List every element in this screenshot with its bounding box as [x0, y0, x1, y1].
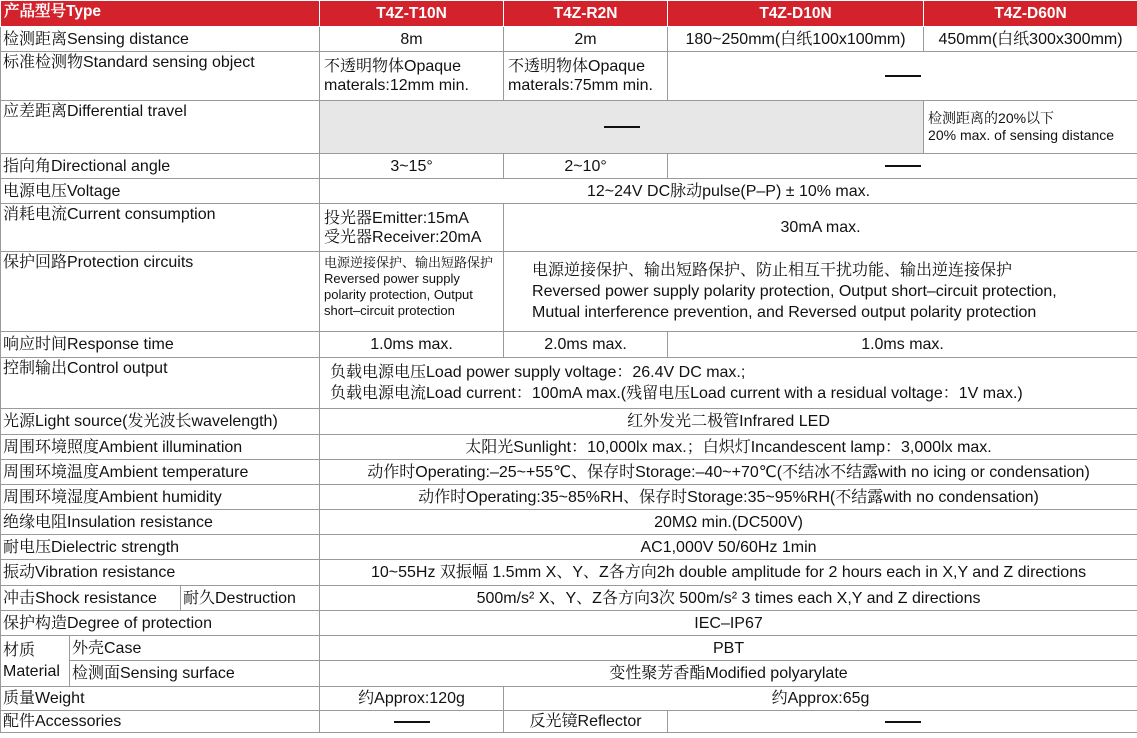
standard-object-r2n — [504, 52, 668, 101]
protection-other-line1: 电源逆接保护、输出短路保护、防止相互干扰功能、输出逆连接保护 — [532, 262, 1013, 279]
directional-angle-diffuse — [668, 154, 1137, 179]
current-t10n-line1: 投光器Emitter:15mA — [324, 209, 469, 227]
differential-travel-d60n — [924, 101, 1137, 154]
ambient-illumination-label: 周围环境照度Ambient illumination — [1, 435, 320, 460]
current-t10n — [320, 204, 504, 252]
response-time-label: 响应时间Response time — [1, 332, 320, 358]
model-t10n-header: T4Z-T10N — [320, 1, 504, 27]
row-accessories — [1, 711, 1137, 733]
accessories-label: 配件Accessories — [1, 711, 320, 733]
differential-travel-label: 应差距离Differential travel — [1, 101, 320, 154]
row-material-case — [1, 636, 1137, 661]
ambient-temperature-value: 动作时Operating:–25~+55℃、保存时Storage:–40~+70℃(不结冰不结露with no icing or condensation) — [320, 460, 1137, 485]
current-other: 30mA max. — [504, 204, 1137, 252]
standard-object-r2n-line2: materals:75mm min. — [508, 77, 653, 94]
vibration-value: 10~55Hz 双振幅 1.5mm X、Y、Z各方向2h double amplitude for 2 hours each in X,Y and Z directions — [320, 560, 1137, 586]
light-source-value: 红外发光二极管Infrared LED — [320, 409, 1137, 435]
dielectric-label: 耐电压Dielectric strength — [1, 535, 320, 560]
row-ambient-temperature — [1, 460, 1137, 485]
model-r2n-header: T4Z-R2N — [504, 1, 668, 27]
protection-other-line3: Mutual interference prevention, and Reversed output polarity protection — [532, 304, 1037, 321]
differential-travel-d60n-line1: 检测距离的20%以下 — [928, 110, 1055, 126]
dash-mark — [885, 75, 921, 77]
protection-circuits-other — [504, 252, 1137, 332]
protection-other-line2: Reversed power supply polarity protection, Output short–circuit protection, — [532, 283, 1057, 300]
row-light-source — [1, 409, 1137, 435]
protection-circuits-t10n — [320, 252, 504, 332]
weight-other: 约Approx:65g — [504, 687, 1137, 711]
model-d10n-header: T4Z-D10N — [668, 1, 924, 27]
ambient-temperature-label: 周围环境温度Ambient temperature — [1, 460, 320, 485]
standard-object-t10n — [320, 52, 504, 101]
row-dielectric — [1, 535, 1137, 560]
row-voltage — [1, 179, 1137, 204]
standard-object-label: 标准检测物Standard sensing object — [1, 52, 320, 101]
row-vibration — [1, 560, 1137, 586]
standard-object-diffuse — [668, 52, 1137, 101]
response-time-diffuse: 1.0ms max. — [668, 332, 1137, 358]
directional-angle-label: 指向角Directional angle — [1, 154, 320, 179]
row-ambient-humidity — [1, 485, 1137, 510]
directional-angle-t10n: 3~15° — [320, 154, 504, 179]
shock-value: 500m/s² X、Y、Z各方向3次 500m/s² 3 times each X,Y and Z directions — [320, 586, 1137, 611]
type-header: 产品型号Type — [1, 1, 320, 27]
material-case-label: 外壳Case — [70, 636, 320, 661]
material-label-cn: 材质 — [3, 642, 36, 659]
weight-label: 质量Weight — [1, 687, 320, 711]
row-sensing-distance — [1, 27, 1137, 52]
row-standard-object — [1, 52, 1137, 101]
model-d60n-header: T4Z-D60N — [924, 1, 1137, 27]
sensing-distance-d10n: 180~250mm(白纸100x100mm) — [668, 27, 924, 52]
row-protection-degree — [1, 611, 1137, 636]
vibration-label: 振动Vibration resistance — [1, 560, 320, 586]
control-output-label: 控制输出Control output — [1, 358, 320, 409]
current-t10n-line2: 受光器Receiver:20mA — [324, 228, 482, 246]
row-insulation — [1, 510, 1137, 535]
protection-t10n-line2: Reversed power supply — [324, 271, 460, 286]
differential-travel-d60n-line2: 20% max. of sensing distance — [928, 127, 1115, 143]
standard-object-t10n-line2: materals:12mm min. — [324, 77, 469, 94]
row-differential-travel — [1, 101, 1137, 154]
dash-mark — [885, 165, 921, 167]
directional-angle-r2n: 2~10° — [504, 154, 668, 179]
sensing-distance-t10n: 8m — [320, 27, 504, 52]
ambient-humidity-label: 周围环境湿度Ambient humidity — [1, 485, 320, 510]
material-surface-value: 变性聚芳香酯Modified polyarylate — [320, 661, 1137, 687]
dash-mark — [394, 721, 430, 723]
shock-destruction-label: 耐久Destruction — [181, 586, 320, 611]
header-row — [1, 1, 1137, 27]
dash-mark — [604, 126, 640, 128]
voltage-label: 电源电压Voltage — [1, 179, 320, 204]
protection-degree-value: IEC–IP67 — [320, 611, 1137, 636]
control-output-line2: 负载电源电流Load current：100mA max.(残留电压Load current with a residual voltage：1V max.) — [330, 385, 1023, 402]
shock-label: 冲击Shock resistance — [1, 586, 181, 611]
row-ambient-illumination — [1, 435, 1137, 460]
sensing-distance-label: 检测距离Sensing distance — [1, 27, 320, 52]
ambient-illumination-value: 太阳光Sunlight：10,000lx max.；白炽灯Incandescent lamp：3,000lx max. — [320, 435, 1137, 460]
row-control-output — [1, 358, 1137, 409]
accessories-diffuse — [668, 711, 1137, 733]
dielectric-value: AC1,000V 50/60Hz 1min — [320, 535, 1137, 560]
row-directional-angle — [1, 154, 1137, 179]
voltage-value: 12~24V DC脉动pulse(P–P) ± 10% max. — [320, 179, 1137, 204]
current-label: 消耗电流Current consumption — [1, 204, 320, 252]
material-case-value: PBT — [320, 636, 1137, 661]
sensing-distance-d60n: 450mm(白纸300x300mm) — [924, 27, 1137, 52]
row-shock — [1, 586, 1137, 611]
weight-t10n: 约Approx:120g — [320, 687, 504, 711]
row-protection-circuits — [1, 252, 1137, 332]
protection-t10n-line4: short–circuit protection — [324, 303, 455, 318]
differential-travel-other — [320, 101, 924, 154]
material-label-en: Material — [3, 663, 60, 680]
light-source-label: 光源Light source(发光波长wavelength) — [1, 409, 320, 435]
control-output-line1: 负载电源电压Load power supply voltage：26.4V DC max.; — [330, 364, 746, 381]
standard-object-t10n-line1: 不透明物体Opaque — [324, 58, 461, 75]
protection-t10n-line1: 电源逆接保护、输出短路保护 — [324, 255, 494, 270]
insulation-value: 20MΩ min.(DC500V) — [320, 510, 1137, 535]
row-weight — [1, 687, 1137, 711]
accessories-r2n: 反光镜Reflector — [504, 711, 668, 733]
row-current — [1, 204, 1137, 252]
dash-mark — [885, 721, 921, 723]
ambient-humidity-value: 动作时Operating:35~85%RH、保存时Storage:35~95%RH(不结露with no condensation) — [320, 485, 1137, 510]
row-response-time — [1, 332, 1137, 358]
control-output-value — [320, 358, 1137, 409]
accessories-t10n — [320, 711, 504, 733]
material-surface-label: 检测面Sensing surface — [70, 661, 320, 687]
row-material-surface — [1, 661, 1137, 687]
protection-degree-label: 保护构造Degree of protection — [1, 611, 320, 636]
material-label — [1, 636, 70, 687]
standard-object-r2n-line1: 不透明物体Opaque — [508, 58, 645, 75]
response-time-t10n: 1.0ms max. — [320, 332, 504, 358]
protection-circuits-label: 保护回路Protection circuits — [1, 252, 320, 332]
response-time-r2n: 2.0ms max. — [504, 332, 668, 358]
sensing-distance-r2n: 2m — [504, 27, 668, 52]
insulation-label: 绝缘电阻Insulation resistance — [1, 510, 320, 535]
protection-t10n-line3: polarity protection, Output — [324, 287, 473, 302]
